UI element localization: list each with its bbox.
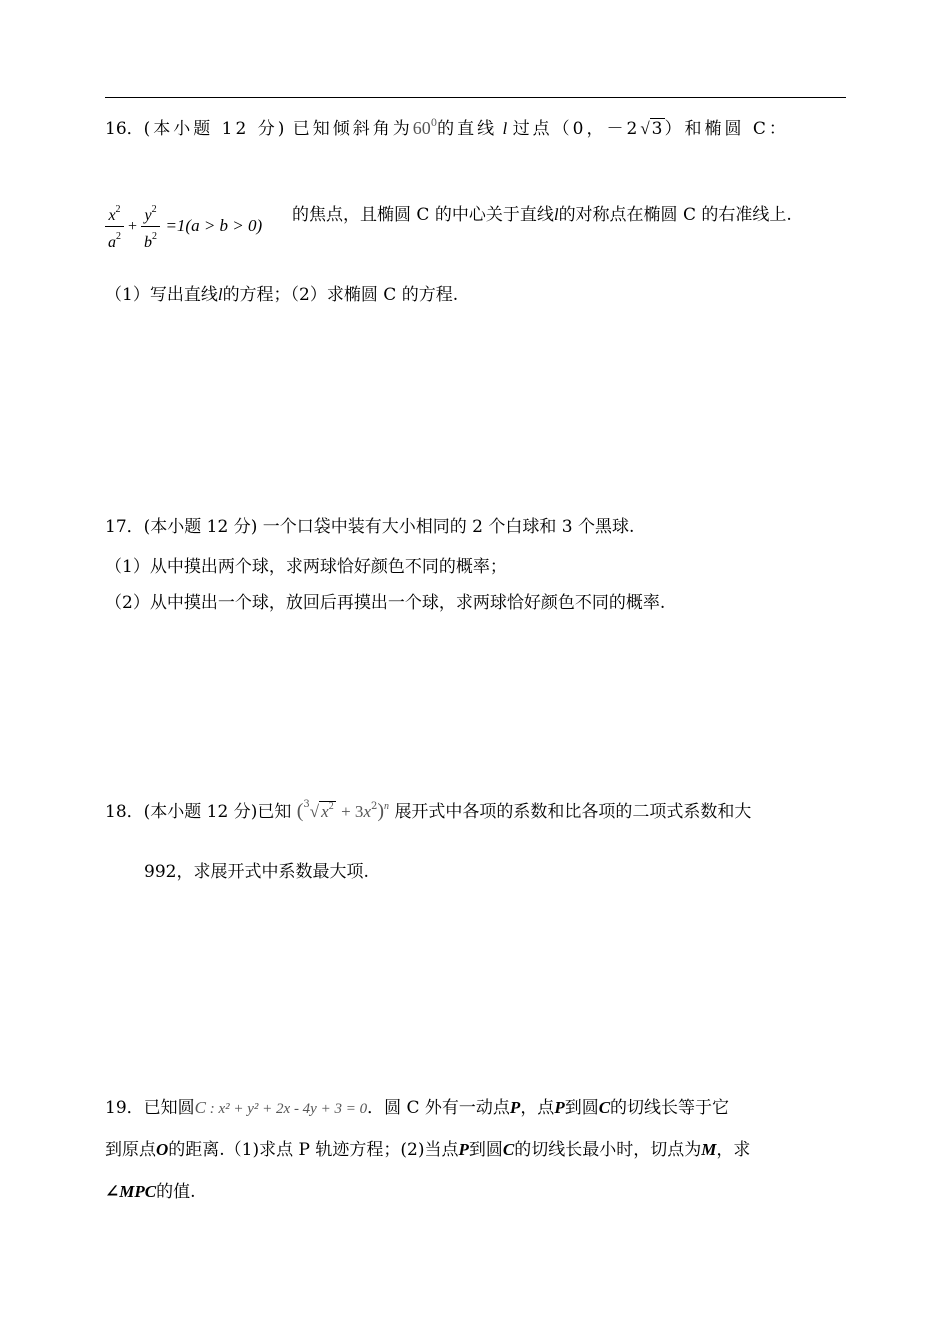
q16-tag: (本小题 12 分) xyxy=(143,119,288,139)
q16-angle-sup: 0 xyxy=(430,118,438,129)
q16-sub: （1）写出直线l的方程；（2）求椭圆 C 的方程. xyxy=(105,285,459,305)
q19-line1: 19．已知圆C : x² + y² + 2x - 4y + 3 = 0．圆 C 外有一动点P，点P到圆C的切线长等于它 xyxy=(105,1098,730,1118)
q16-end: ）和椭圆 C： xyxy=(664,119,789,139)
q18-tail: 展开式中各项的系数和比各项的二项式系数和大 xyxy=(394,802,752,822)
q16-mid2: 过点（0，－2 xyxy=(512,119,641,139)
q16-frac-x: $\frac{x^2}{a^2}$ xyxy=(105,200,124,253)
q16-frac-y: $\frac{y^2}{b^2}$ xyxy=(141,200,160,253)
q19-angle: ∠MPC xyxy=(105,1182,157,1201)
q19-line3: ∠MPC的值. xyxy=(105,1182,196,1202)
q16-eq-tail: =1(a > b > 0) xyxy=(165,216,263,235)
q18-line1: 18．(本小题 12 分)已知 ($^3$√ $x^2 + 3x^2)^n$ 展开式中各项的系数和比各项的二项式系数和大 xyxy=(105,799,752,822)
q17-sub2: （2）从中摸出一个球，放回后再摸出一个球，求两球恰好颜色不同的概率. xyxy=(105,593,666,613)
q19-equation: : x² + y² + 2x - 4y + 3 = 0 xyxy=(205,1101,368,1117)
q16-line1: 16．(本小题 12 分) 已知倾斜角为$60^0$的直线 l 过点（0，－2√ 3 ）和椭圆 C： xyxy=(105,118,789,139)
q16-number: 16． xyxy=(105,119,144,139)
q16-line2-text: 的焦点，且椭圆 C 的中心关于直线l的对称点在椭圆 C 的右准线上. xyxy=(292,205,792,225)
q16-sqrt3: 3 xyxy=(651,119,663,139)
q17-sub1: （1）从中摸出两个球，求两球恰好颜色不同的概率； xyxy=(105,557,507,577)
q18-lead: 18．(本小题 12 分)已知 xyxy=(105,802,292,822)
q16-intro: 已知倾斜角为 xyxy=(292,119,413,139)
top-rule xyxy=(105,97,846,98)
q16-line2: $\frac{x^2}{a^2}$ + $\frac{y^2}{b^2}$ =1(a > b > 0) 的焦点，且椭圆 C 的中心关于直线l的对称点在椭圆 C 的右准线上. xyxy=(105,200,262,253)
q16-mid1: 的直线 xyxy=(437,119,498,139)
q17-line1: 17．(本小题 12 分) 一个口袋中装有大小相同的 2 个白球和 3 个黑球. xyxy=(105,517,635,537)
q18-line2: 992，求展开式中系数最大项. xyxy=(144,862,369,882)
q19-line2: 到原点O的距离.（1)求点 P 轨迹方程；(2)当点P到圆C的切线长最小时，切点为M，求 xyxy=(105,1140,751,1160)
q16-var-l: l xyxy=(502,119,508,138)
q16-angle: 60 xyxy=(412,118,431,138)
